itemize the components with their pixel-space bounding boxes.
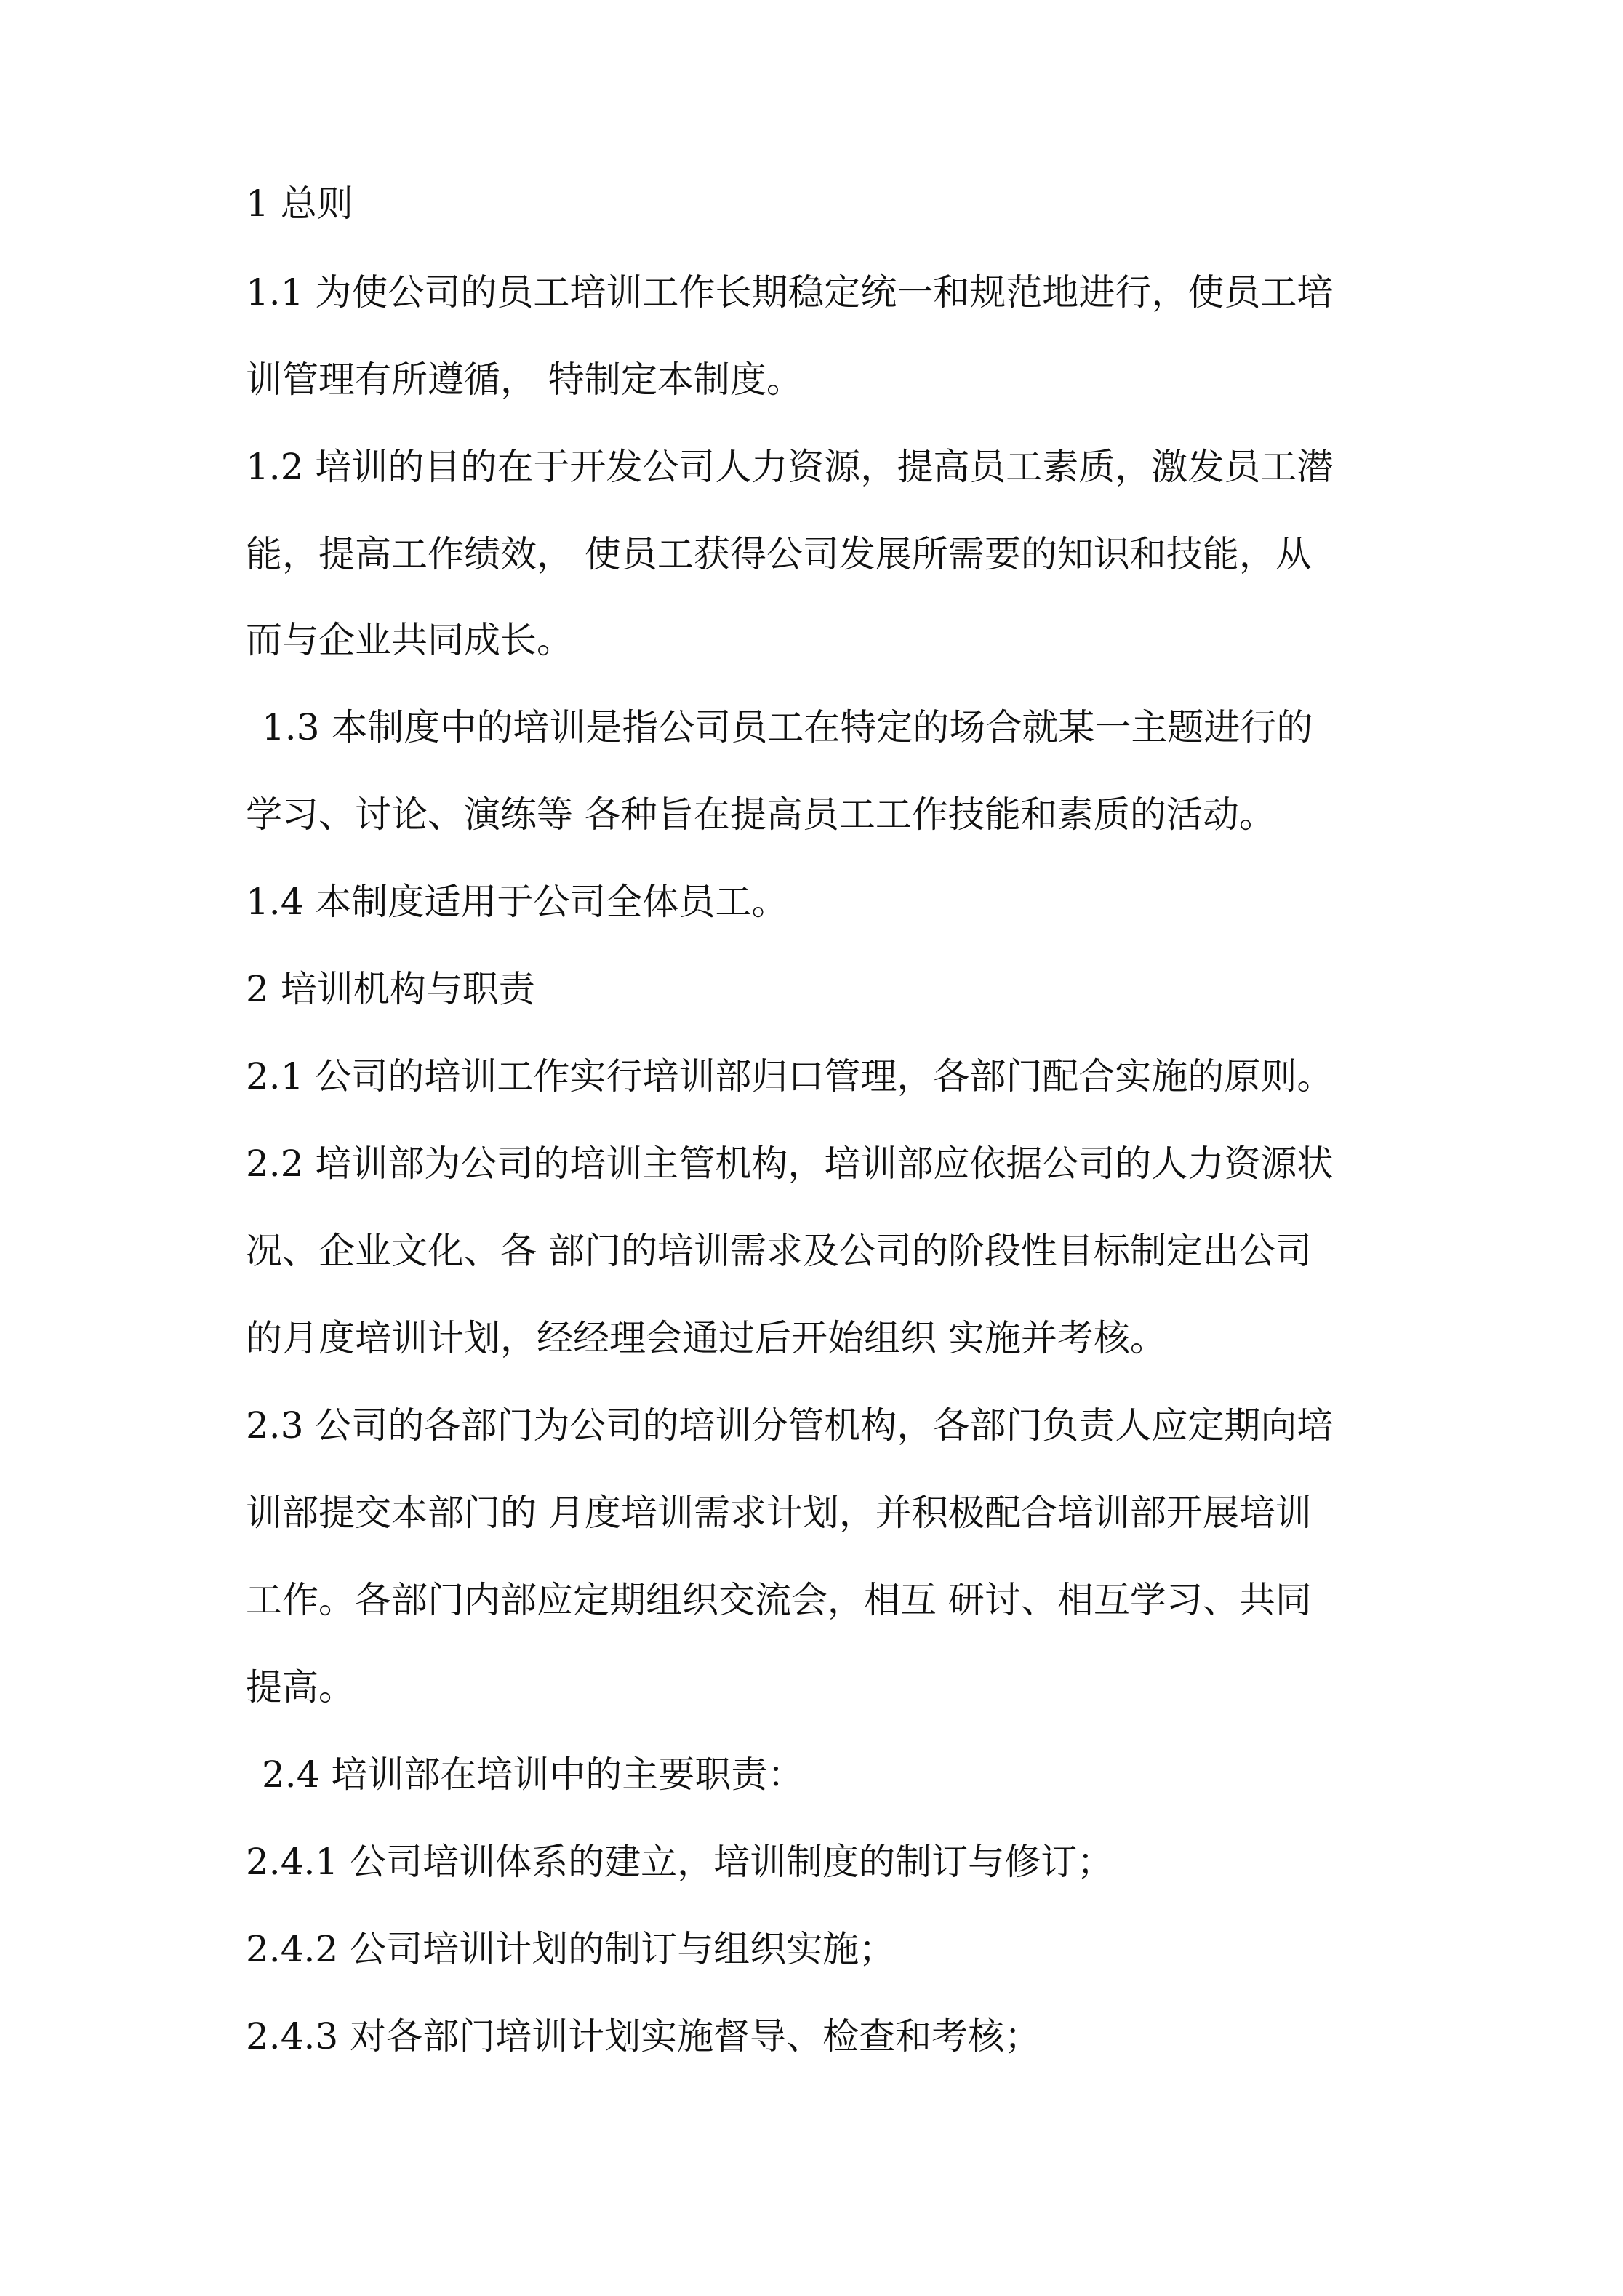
para-2-3-line-1: 2.3 公司的各部门为公司的培训分管机构，各部门负责人应定期向培 [246, 1404, 1334, 1447]
para-1-2-line-3: 而与企业共同成长。 [246, 619, 573, 661]
para-1-2-line-2: 能，提高工作绩效， 使员工获得公司发展所需要的知识和技能，从 [246, 533, 1312, 575]
para-1-2-line-1: 1.2 培训的目的在于开发公司人力资源，提高员工素质，激发员工潜 [246, 446, 1334, 488]
para-2-3-line-4: 提高。 [246, 1666, 355, 1708]
para-1-3-line-2: 学习、讨论、演练等 各种旨在提高员工工作技能和素质的活动。 [246, 793, 1275, 836]
para-1-4: 1.4 本制度适用于公司全体员工。 [246, 881, 788, 923]
para-2-4: 2.4 培训部在培训中的主要职责： [262, 1753, 804, 1796]
para-1-1-line-1: 1.1 为使公司的员工培训工作长期稳定统一和规范地进行，使员工培 [246, 271, 1334, 313]
para-2-2-line-1: 2.2 培训部为公司的培训主管机构，培训部应依据公司的人力资源状 [246, 1143, 1334, 1185]
heading-1: 1 总则 [246, 183, 353, 225]
para-2-4-2: 2.4.2 公司培训计划的制订与组织实施； [246, 1928, 896, 1970]
para-1-1-line-2: 训管理有所遵循， 特制定本制度。 [246, 359, 803, 401]
para-2-3-line-3: 工作。各部门内部应定期组织交流会，相互 研讨、相互学习、共同 [246, 1579, 1312, 1621]
para-2-2-line-3: 的月度培训计划，经经理会通过后开始组织 实施并考核。 [246, 1317, 1166, 1359]
para-2-1: 2.1 公司的培训工作实行培训部归口管理，各部门配合实施的原则。 [246, 1055, 1334, 1097]
para-2-3-line-2: 训部提交本部门的 月度培训需求计划，并积极配合培训部开展培训 [246, 1492, 1312, 1534]
para-1-3-line-1: 1.3 本制度中的培训是指公司员工在特定的场合就某一主题进行的 [262, 706, 1313, 748]
para-2-4-3: 2.4.3 对各部门培训计划实施督导、检查和考核； [246, 2015, 1041, 2057]
heading-2: 2 培训机构与职责 [246, 968, 535, 1010]
para-2-4-1: 2.4.1 公司培训体系的建立，培训制度的制订与修订； [246, 1841, 1114, 1883]
para-2-2-line-2: 况、企业文化、各 部门的培训需求及公司的阶段性目标制定出公司 [246, 1230, 1312, 1272]
